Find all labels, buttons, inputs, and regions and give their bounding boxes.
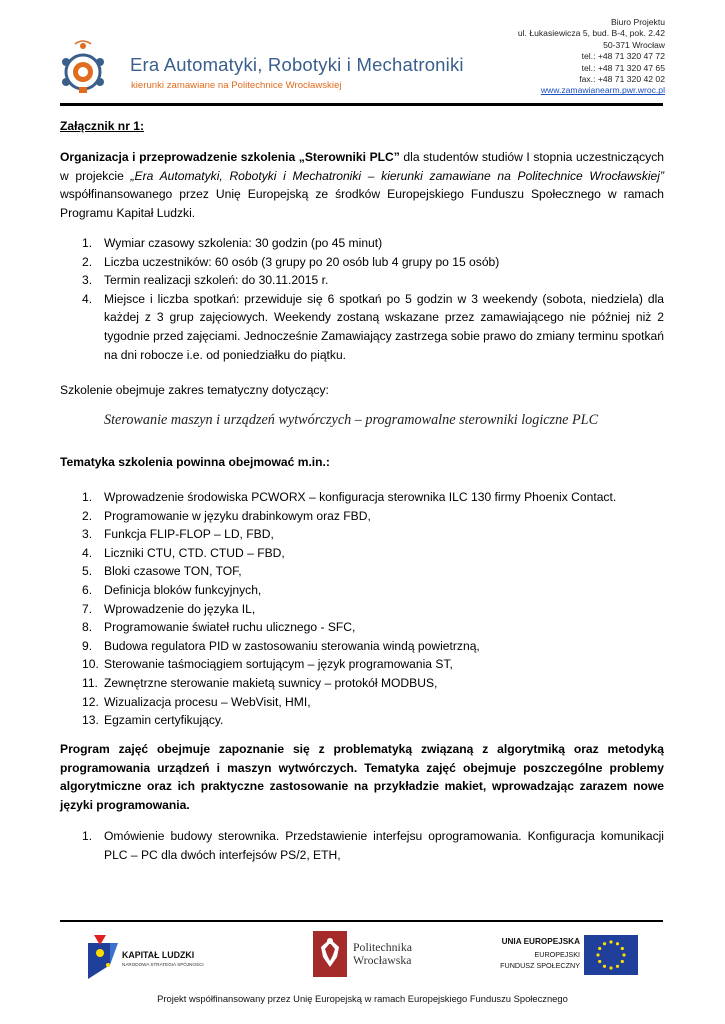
list-item: 3. Funkcja FLIP-FLOP – LD, FBD, [82,527,274,542]
eu-line3: FUNDUSZ SPOŁECZNY [500,961,580,970]
eu-star [609,940,612,943]
eu-star [609,966,612,969]
kl-subtitle: NARODOWA STRATEGIA SPÓJNOŚCI [122,962,204,967]
kl-title: KAPITAŁ LUDZKI [122,950,195,960]
logo-title: Era Automatyki, Robotyki i Mechatroniki [130,54,464,75]
pwr-name-line1: Politechnika [353,940,412,954]
contact-block [518,17,665,97]
details-list [60,234,664,364]
intro-bold: Organizacja i przeprowadzenie szkolenia „Sterowniki PLC” [60,150,400,164]
program-list [60,827,664,864]
eu-line1: UNIA EUROPEJSKA [501,937,580,946]
project-website-link[interactable]: www.zamawianearm.pwr.wroc.pl [540,85,665,96]
topics-heading: Tematyka szkolenia powinna obejmować m.in.: [60,455,330,469]
list-item: 7. Wprowadzenie do języka IL, [82,601,256,616]
pwr-name [353,941,412,967]
list-item: 4. Liczniki CTU, CTD. CTUD – FBD, [82,545,285,560]
eu-star [603,965,606,968]
kapital-ludzki-emblem [88,935,118,979]
list-item: 1. Wymiar czasowy szkolenia: 30 godzin (po 45 minut) [82,236,383,250]
list-item: 8. Programowanie świateł ruchu ulicznego - SFC, [82,620,356,635]
eu-star [621,947,624,950]
list-item: 1. Omówienie budowy sterownika. Przedstawienie interfejsu oprogramowania. Konfiguracja komunikacji PLC – PC dla dwóch interfejsów PS/2, ETH, [82,829,664,862]
office-name: Biuro Projektu [611,17,665,27]
eu-star [616,942,619,945]
list-item: 13. Egzamin certyfikujący. [82,713,224,728]
office-tel-1: tel.: +48 71 320 47 72 [581,51,665,62]
office-address: ul. Łukasiewicza 5, bud. B-4, pok. 2.42 [517,28,665,39]
list-item: 3. Termin realizacji szkoleń: do 30.11.2015 r. [82,273,329,288]
eu-star [603,942,606,945]
header-divider [60,103,663,106]
list-item: 4. Miejsce i liczba spotkań: przewiduje się 6 spotkań po 5 godzin w 3 weekendy (sobota, niedziela) dla każdej z 3 grup zajęciowych. Weekendy zostaną wskazane przez zamawiającego nie później niż 2 tygodnie przed zajęciami. Jednocześnie Zamawiający zastrzega sobie prawo do zmiany terminu spotkań na dni robocze i.e. od poniedziałku do piątku. [82,291,664,362]
topics-list [60,488,664,730]
list-item: 12. Wizualizacja procesu – WebVisit, HMI, [82,694,311,709]
program-paragraph: Program zajęć obejmuje zapoznanie się z problematyką związaną z algorytmiką oraz metodyką programowania urządzeń i maszyn wytwórczych. Tematyka zajęć obejmuje poszczególne problemy algorytmiczne oraz ich praktyczne zastosowanie na przykładzie makiet, wprowadzając zarazem nowe języki programowania. [60,742,664,812]
eu-star [621,960,624,963]
eu-star [596,953,599,956]
footer-note: Projekt współfinansowany przez Unię Europejską w ramach Europejskiego Funduszu Społecznego [157,993,568,1004]
scope-intro: Szkolenie obejmuje zakres tematyczny dotyczący: [60,383,329,397]
intro-paragraph [60,148,664,222]
pwr-logo [313,931,433,979]
intro-text-1: dla studentów studiów I stopnia uczestniczących w projekcie [60,150,664,183]
office-city: 50-371 Wrocław [603,39,665,50]
list-item: 2. Liczba uczestników: 60 osób (3 grupy po 20 osób lub 4 grupy po 15 osób) [82,254,500,269]
eu-line2: EUROPEJSKI [534,950,580,959]
eu-flag-icon [584,935,638,975]
eu-star [616,965,619,968]
era-logo-emblem [60,40,106,94]
office-tel-2: tel.: +48 71 320 47 65 [581,62,665,73]
footer-divider [60,920,663,922]
list-item: 2. Programowanie w języku drabinkowym oraz FBD, [82,508,371,523]
list-item: 11. Zewnętrzne sterowanie makietą suwnicy – protokół MODBUS, [82,675,438,690]
logo-subtitle: kierunki zamawiane na Politechnice Wrocławskiej [131,80,342,91]
office-fax: fax.: +48 71 320 42 02 [579,74,665,85]
eu-efs-logo [490,935,640,979]
eu-star [598,947,601,950]
pwr-eagle-icon [313,931,347,977]
kapital-ludzki-logo [88,935,218,981]
eu-star [598,960,601,963]
document-heading: Załącznik nr 1: [60,119,145,133]
training-topic: Sterowanie maszyn i urządzeń wytwórczych – programowalne sterowniki logiczne PLC [104,412,599,428]
list-item: 6. Definicja bloków funkcyjnych, [82,582,262,597]
intro-text-2: współfinansowanego przez Unię Europejską ze środków Europejskiego Funduszu Społecznego w ramach Programu Kapitał Ludzki. [60,187,664,220]
list-item: 10. Sterowanie taśmociągiem sortującym – język programowania ST, [82,657,453,672]
intro-project-name: „Era Automatyki, Robotyki i Mechatroniki – kierunki zamawiane na Politechnice Wrocławskiej” [130,168,664,183]
pwr-name-line2: Wrocławska [353,953,412,967]
eu-star [622,953,625,956]
list-item: 5. Bloki czasowe TON, TOF, [82,564,242,579]
list-item: 9. Budowa regulatora PID w zastosowaniu sterowania windą powietrzną, [82,638,480,653]
list-item: 1. Wprowadzenie środowiska PCWORX – konfiguracja sterownika ILC 130 firmy Phoenix Contact. [82,490,617,504]
